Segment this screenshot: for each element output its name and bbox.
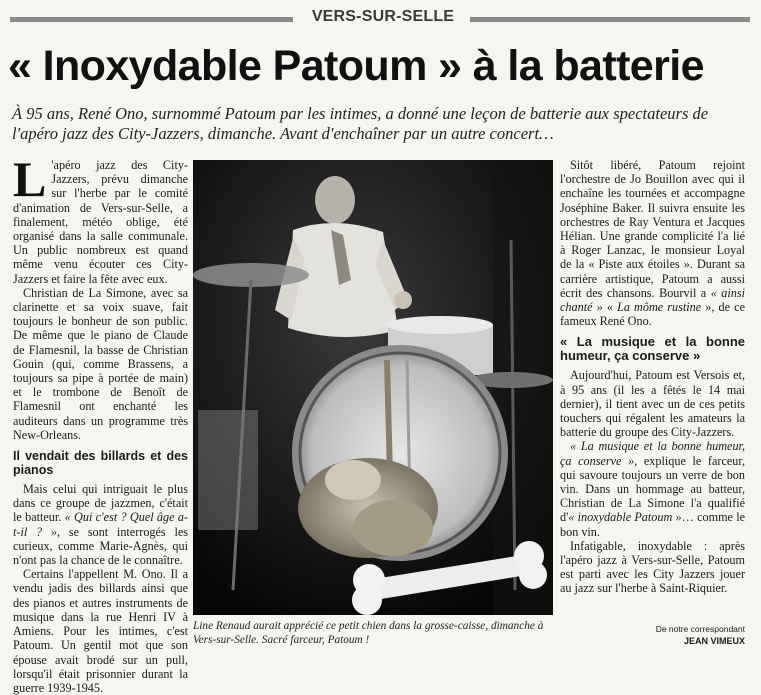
kicker-rule-right — [470, 17, 750, 22]
left-p3-b: , se sont interrogés les curieux, comme Marie-Agnès, qui n'ont pas la chance de le connaître. — [13, 524, 188, 568]
location-kicker: VERS-SUR-SELLE — [311, 8, 455, 25]
article-photo — [193, 160, 553, 615]
left-paragraph-1-text: 'apéro jazz des City-Jazzers, prévu dimanche sur l'herbe par le comité d'animation de Vers-sur-Selle, a finalement, météo oblige, été organisé dans la salle communale. Un public nombreux est quand même venu écouter ces City-Jazzers et faire la fête avec eux. — [13, 158, 188, 286]
kicker-rule-left — [10, 17, 293, 22]
byline-name: JEAN VIMEUX — [683, 636, 745, 646]
left-paragraph-4: Certains l'appellent M. Ono. Il a vendu jadis des billards ainsi que des pianos et autres instruments de musique dans la rue Henri IV à Amiens. Pour les intimes, c'est Patoum. Un gentil mot que son épouse avait brodé sur un pull, lorsqu'il était prisonnier durant la guerre 1939-1945. — [13, 567, 188, 695]
right-p1-quote1: « ainsi chanté » — [560, 285, 746, 315]
headline: « Inoxydable Patoum » à la batterie — [8, 42, 704, 90]
right-paragraph-3 — [560, 439, 745, 538]
right-paragraph-2: Aujourd'hui, Patoum est Versois et, à 95 ans (il les a fêtés le 14 mai dernier), il tient avec un de ces petits touchers qui régalent les amateurs la batterie du groupe des City-Jazzers. — [560, 368, 745, 440]
right-p3-c: … comme le bon vin. — [560, 510, 746, 539]
left-column — [13, 151, 188, 695]
right-column — [560, 158, 745, 596]
right-p1-b: « — [602, 300, 618, 315]
left-p3-quote: « Qui c'est ? Quel âge a-t-il ? » — [13, 510, 188, 539]
kicker-row — [10, 8, 750, 30]
right-p3-b: , explique le farceur, qui savoure toujours un verre de bon vin. Dans un hommage au batteur, Christian de La Simone l'a qualifié d' — [560, 453, 745, 525]
right-paragraph-4: Infatigable, inoxydable : après l'apéro jazz à Vers-sur-Selle, Patoum est parti avec les City Jazzers jouer au jazz sur l'herbe à Saint-Riquier. — [560, 538, 745, 596]
drummer-photo-illustration — [193, 160, 553, 615]
right-subhead: « La musique et la bonne humeur, ça conserve » — [560, 334, 745, 364]
dropcap: L — [13, 151, 47, 207]
left-paragraph-1 — [13, 151, 188, 286]
right-p3-quote2: « inoxydable Patoum » — [568, 510, 682, 525]
left-subhead: Il vendait des billards et des pianos — [13, 449, 188, 478]
photo-caption: Line Renaud aurait apprécié ce petit chien dans la grosse-caisse, dimanche à Vers-sur-Selle. Sacré farceur, Patoum ! — [193, 620, 544, 646]
chapo: À 95 ans, René Ono, surnommé Patoum par les intimes, a donné une leçon de batterie aux spectateurs de l'apéro jazz des City-Jazzers, dimanche. Avant d'enchaîner par un autre concert… — [12, 104, 709, 143]
left-paragraph-2: Christian de La Simone, avec sa clarinette et sa voix suave, fait toujours le bonheur de son public. De même que le piano de Claude de Flamesnil, la basse de Christian Gouin (qui, comme Brassens, a toujours sa pipe à portée de main) et le trombone de Benoît de Flamesnil ont enchanté les auditeurs dans un programme très New-Orleans. — [13, 285, 188, 442]
byline-label: De notre correspondant — [655, 624, 745, 634]
right-p3-quote: « La musique et la bonne humeur, ça conserve » — [560, 439, 745, 468]
right-paragraph-1 — [560, 158, 745, 328]
byline — [560, 623, 745, 647]
left-p3-a: Mais celui qui intriguait le plus dans ce groupe de jazzmen, c'était le batteur. — [13, 482, 188, 525]
dog-in-drum — [298, 458, 438, 558]
right-p1-c: », de ce fameux René Ono. — [560, 300, 745, 329]
left-paragraph-3 — [13, 482, 188, 567]
right-p1-a: Sitôt libéré, Patoum rejoint l'orchestre de Jo Bouillon avec qui il enchaîne les tournées et accompagne Joséphine Baker. Il suivra ensuite les orchestres de Ray Ventura et Jacques Hélian. Une grande complicité l'a lié à Roger Lanzac, le monsieur Loyal de la « Piste aux étoiles ». Durant sa carrière artistique, Patoum a aussi écrit des chansons. Bourvil a — [560, 158, 745, 300]
right-p1-quote2: La môme rustine — [617, 300, 702, 315]
